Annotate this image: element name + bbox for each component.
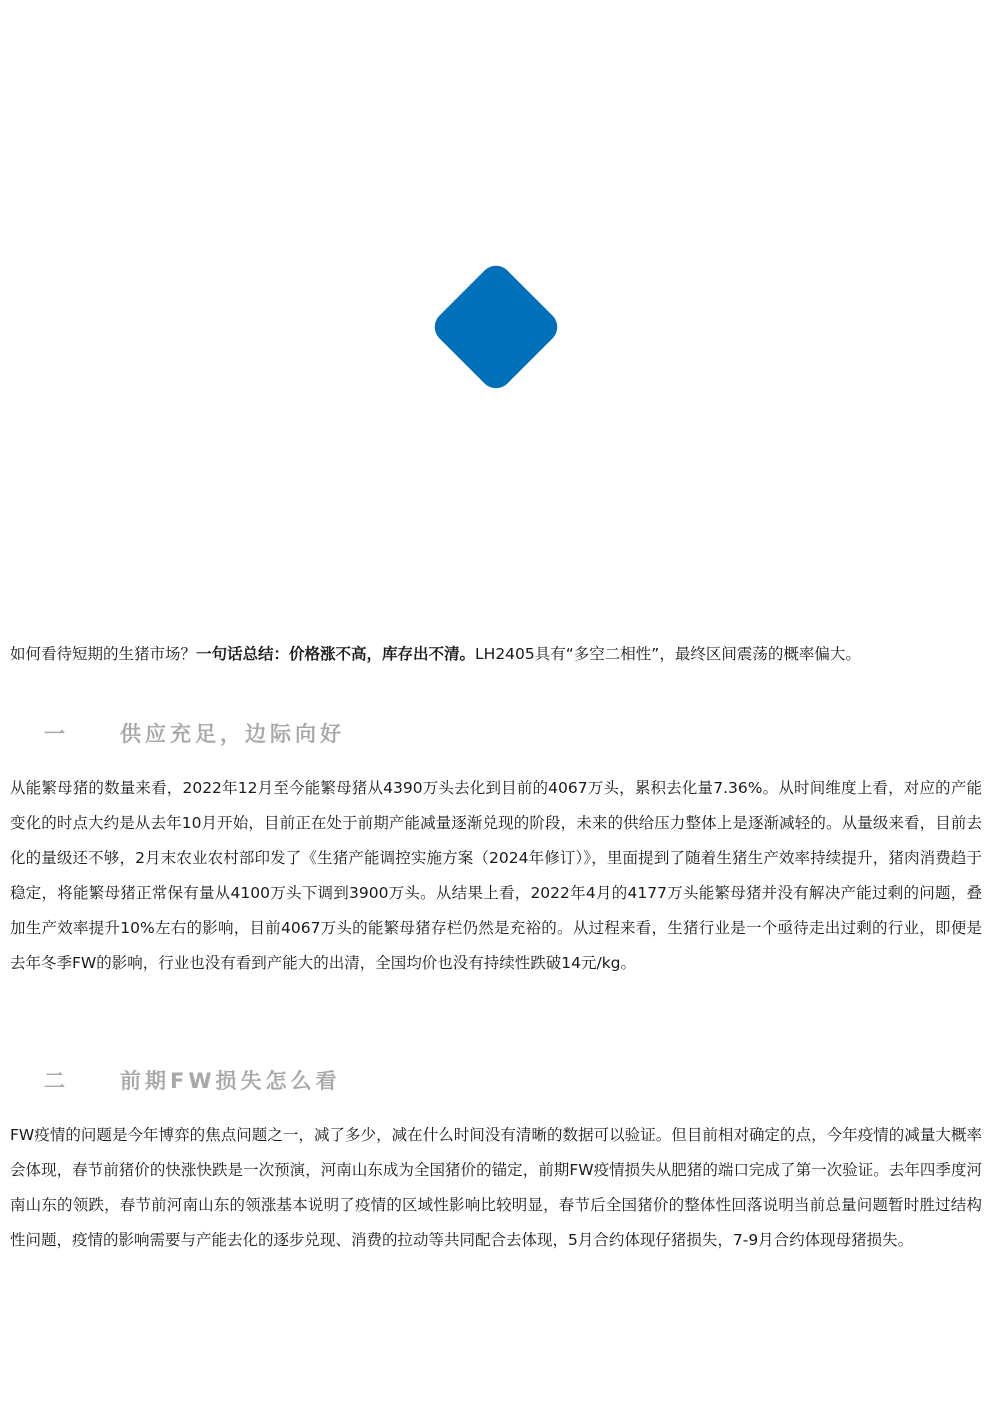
- section-body-1: 从能繁母猪的数量来看，2022年12月至今能繁母猪从4390万头去化到目前的4067万头，累积去化量7.36%。从时间维度上看，对应的产能变化的时点大约是从去年10月开始，目前正在处于前期产能减量逐渐兑现的阶段，未来的供给压力整体上是逐渐减轻的。从量级来看，目前去化的量级还不够，2月末农业农村部印发了《生猪产能调控实施方案（2024年修订）》，里面提到了随着生猪生产效率持续提升，猪肉消费趋于稳定，将能繁母猪正常保有量从4100万头下调到3900万头。从结果上看，2022年4月的4177万头能繁母猪并没有解决产能过剩的问题，叠加生产效率提升10%左右的影响，目前4067万头的能繁母猪存栏仍然是充裕的。从过程来看，生猪行业是一个亟待走出过剩的行业，即便是去年冬季FW的影响，行业也没有看到产能大的出清，全国均价也没有持续性跌破14元/kg。: [10, 779, 982, 972]
- section-body-2: FW疫情的问题是今年博弈的焦点问题之一，减了多少，减在什么时间没有清晰的数据可以验证。但目前相对确定的点，今年疫情的减量大概率会体现，春节前猪价的快涨快跌是一次预演，河南山东成为全国猪价的锚定，前期FW疫情损失从肥猪的端口完成了第一次验证。去年四季度河南山东的领跌，春节前河南山东的领涨基本说明了疫情的区域性影响比较明显，春节后全国猪价的整体性回落说明当前总量问题暂时胜过结构性问题，疫情的影响需要与产能去化的逐步兑现、消费的拉动等共同配合去体现，5月合约体现仔猪损失，7-9月合约体现母猪损失。: [10, 1126, 982, 1249]
- blue-diamond-logo-icon: [422, 253, 570, 401]
- logo: [422, 253, 570, 401]
- section-number-1: 一: [44, 722, 69, 746]
- section-number-2: 二: [44, 1069, 69, 1093]
- intro-sentence: [10, 642, 985, 666]
- intro-tail: LH2405具有“多空二相性”，最终区间震荡的概率偏大。: [475, 645, 861, 663]
- intro-summary: 一句话总结：价格涨不高，库存出不清。: [196, 645, 476, 663]
- intro-lead: 如何看待短期的生猪市场？: [10, 645, 197, 663]
- section-heading-2: [44, 1065, 744, 1095]
- section-title-1: 供应充足，边际向好: [120, 722, 345, 746]
- section-heading-1: [44, 718, 744, 748]
- section-title-2: 前期FW损失怎么看: [120, 1069, 341, 1093]
